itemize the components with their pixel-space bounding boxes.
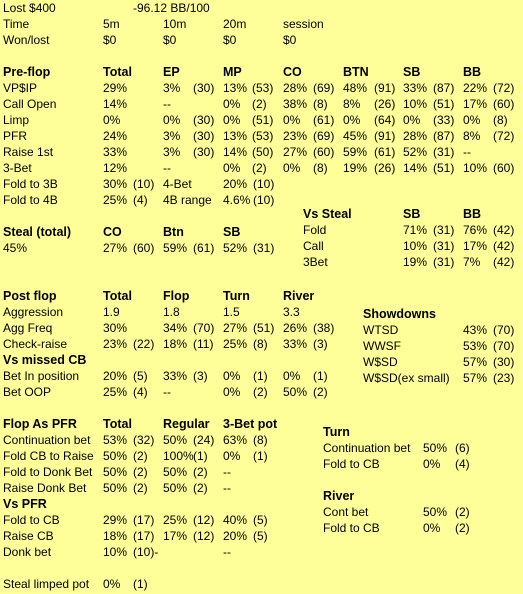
vs-pfr-cell: 10% (103, 545, 128, 559)
vs-pfr-cell: 40% (223, 513, 248, 527)
flop-pfr-cell: 50% (163, 465, 188, 479)
postflop-cell: 25% (223, 337, 248, 351)
postflop-count: (22) (133, 337, 155, 351)
preflop-cell: 45% (343, 129, 368, 143)
lost-amount: Lost $400 (3, 1, 56, 15)
preflop-cell: 30% (103, 177, 128, 191)
turn-row-label: Continuation bet (323, 441, 411, 455)
flop-pfr-count: (1) (253, 449, 268, 463)
steal-cell: 52% (223, 241, 248, 255)
postflop-col-header: Turn (223, 289, 250, 303)
preflop-cell: 27% (283, 145, 308, 159)
preflop-count: (72) (493, 81, 515, 95)
missed-cb-cell: 20% (103, 369, 128, 383)
preflop-row-label: VP$IP (3, 81, 38, 95)
preflop-count: (8) (313, 97, 328, 111)
river-title: River (323, 489, 355, 503)
won-lost-value: $0 (163, 33, 177, 47)
steal-limped-count: (1) (133, 577, 148, 591)
steal-count: (31) (253, 241, 275, 255)
preflop-col-header: CO (283, 65, 302, 79)
preflop-count: (26) (374, 97, 396, 111)
vs-pfr-cell: 20% (223, 529, 248, 543)
preflop-count: (61) (313, 113, 335, 127)
preflop-col-header: BB (463, 65, 482, 79)
steal-title: Steal (total) (3, 225, 72, 239)
preflop-cell: 3% (163, 129, 181, 143)
showdown-count: (30) (493, 355, 515, 369)
showdown-row-label: W$SD (363, 355, 398, 369)
preflop-count: (30) (193, 129, 215, 143)
river-count: (2) (455, 505, 470, 519)
preflop-cell: 28% (403, 129, 428, 143)
vs-pfr-title: Vs PFR (3, 497, 47, 511)
vs-pfr-row-label: Raise CB (3, 529, 54, 543)
flop-pfr-cell: 50% (103, 481, 128, 495)
preflop-count: (50) (252, 145, 274, 159)
preflop-cell: 14% (103, 97, 128, 111)
postflop-title: Post flop (3, 289, 57, 303)
vs-pfr-count: (12) (193, 513, 215, 527)
vs-pfr-cell: 25% (163, 513, 188, 527)
preflop-cell: 10% (403, 97, 428, 111)
won-lost-label: Won/lost (3, 33, 50, 47)
preflop-cell: 28% (283, 81, 308, 95)
preflop-cell: 38% (283, 97, 308, 111)
turn-cell: 0% (423, 457, 441, 471)
flop-pfr-cell: 100% (163, 449, 194, 463)
steal-count: (61) (193, 241, 215, 255)
preflop-count: (30) (193, 81, 215, 95)
vs-pfr-cell: -- (223, 545, 231, 559)
missed-cb-count: (2) (313, 385, 328, 399)
flop-pfr-count: (8) (253, 433, 268, 447)
preflop-cell: 33% (103, 145, 128, 159)
preflop-count: (60) (493, 97, 515, 111)
vs-steal-count: (31) (433, 255, 455, 269)
preflop-count: (60) (313, 145, 335, 159)
preflop-count: (64) (374, 113, 396, 127)
steal-cell: 27% (103, 241, 128, 255)
postflop-cell: 26% (283, 321, 308, 335)
flop-pfr-count: (32) (133, 433, 155, 447)
showdown-row-label: WWSF (363, 339, 401, 353)
vs-pfr-cell: 18% (103, 529, 128, 543)
preflop-cell: 0% (163, 113, 181, 127)
missed-cb-cell: 25% (103, 385, 128, 399)
preflop-count: (2) (252, 161, 267, 175)
preflop-count: (10) (253, 193, 275, 207)
missed-cb-count: (2) (253, 385, 268, 399)
flop-pfr-cell: 53% (103, 433, 128, 447)
preflop-cell: 0% (283, 161, 301, 175)
postflop-count: (51) (253, 321, 275, 335)
preflop-cell: 48% (343, 81, 368, 95)
postflop-count: (11) (193, 337, 214, 351)
preflop-count: (60) (493, 161, 515, 175)
flop-pfr-row-label: Continuation bet (3, 433, 91, 447)
vs-pfr-count: (10)- (133, 545, 159, 559)
river-count: (2) (455, 521, 470, 535)
preflop-cell: 3% (163, 81, 181, 95)
postflop-cell: 30% (103, 321, 128, 335)
preflop-count: (8) (493, 113, 508, 127)
missed-cb-cell: -- (163, 385, 171, 399)
postflop-count: (38) (313, 321, 335, 335)
preflop-count: (31) (433, 145, 455, 159)
preflop-cell: -- (163, 97, 171, 111)
preflop-count: (33) (433, 113, 455, 127)
preflop-cell: 0% (223, 113, 241, 127)
preflop-count: (2) (252, 97, 267, 111)
preflop-cell: 22% (463, 81, 488, 95)
preflop-cell: 20% (223, 177, 248, 191)
vs-steal-col-header: SB (403, 207, 421, 221)
preflop-col-header: BTN (343, 65, 369, 79)
showdown-cell: 57% (463, 371, 488, 385)
preflop-cell: 0% (223, 97, 241, 111)
preflop-count: (10) (253, 177, 275, 191)
vs-steal-cell: 10% (403, 239, 428, 253)
flop-pfr-col-header: 3-Bet pot (223, 417, 278, 431)
preflop-cell: 17% (463, 97, 488, 111)
vs-pfr-cell: 17% (163, 529, 188, 543)
postflop-cell: 1.5 (223, 305, 240, 319)
preflop-row-label: Limp (3, 113, 30, 127)
postflop-col-header: Total (103, 289, 132, 303)
postflop-cell: 27% (223, 321, 248, 335)
flop-pfr-cell: 50% (163, 481, 188, 495)
preflop-cell: 0% (403, 113, 421, 127)
flop-pfr-cell: 50% (103, 449, 128, 463)
preflop-cell: 24% (103, 129, 128, 143)
time-col-header: 10m (163, 17, 187, 31)
preflop-cell: 19% (343, 161, 368, 175)
preflop-count: (87) (433, 129, 455, 143)
missed-cb-count: (5) (133, 369, 148, 383)
postflop-row-label: Aggression (3, 305, 64, 319)
showdowns-title: Showdowns (363, 307, 436, 321)
steal-count: (60) (133, 241, 155, 255)
preflop-cell: 59% (343, 145, 368, 159)
turn-count: (4) (455, 457, 470, 471)
missed-cb-count: (4) (133, 385, 148, 399)
showdown-count: (23) (493, 371, 515, 385)
preflop-col-header: Total (103, 65, 132, 79)
postflop-count: (8) (253, 337, 268, 351)
showdown-cell: 57% (463, 355, 488, 369)
vs-steal-row-label: Call (303, 239, 324, 253)
preflop-count: (53) (252, 129, 274, 143)
preflop-count: (26) (374, 161, 396, 175)
flop-pfr-count: (2) (193, 481, 208, 495)
vs-steal-count: (42) (493, 223, 515, 237)
showdown-row-label: W$SD(ex small) (363, 371, 450, 385)
missed-cb-cell: 50% (283, 385, 308, 399)
preflop-col-header: MP (223, 65, 242, 79)
postflop-row-label: Agg Freq (3, 321, 53, 335)
flop-as-pfr-title: Flop As PFR (3, 417, 77, 431)
turn-cell: 50% (423, 441, 448, 455)
vs-steal-count: (42) (493, 239, 515, 253)
preflop-cell: 0% (343, 113, 361, 127)
postflop-cell: 33% (283, 337, 308, 351)
preflop-count: (91) (374, 81, 396, 95)
time-label: Time (3, 17, 30, 31)
postflop-count: (70) (193, 321, 215, 335)
flop-pfr-col-header: Regular (163, 417, 210, 431)
preflop-row-label: 3-Bet (3, 161, 32, 175)
missed-cb-row-label: Bet OOP (3, 385, 52, 399)
flop-pfr-cell: 50% (163, 433, 188, 447)
preflop-count: (91) (374, 129, 396, 143)
turn-title: Turn (323, 425, 350, 439)
postflop-cell: 3.3 (283, 305, 300, 319)
preflop-count: (53) (252, 81, 274, 95)
missed-cb-count: (1) (253, 369, 268, 383)
showdown-cell: 43% (463, 323, 488, 337)
time-col-header: 5m (103, 17, 120, 31)
preflop-cell: 13% (223, 129, 248, 143)
vs-steal-cell: 19% (403, 255, 428, 269)
steal-total: 45% (3, 241, 28, 255)
vs-steal-cell: 71% (403, 223, 428, 237)
preflop-cell: 8% (343, 97, 361, 111)
showdown-cell: 53% (463, 339, 488, 353)
preflop-cell: 14% (223, 145, 248, 159)
preflop-count: (69) (313, 129, 335, 143)
missed-cb-cell: 0% (223, 385, 241, 399)
preflop-count: (10) (133, 177, 155, 191)
preflop-row-label: PFR (3, 129, 27, 143)
showdown-count: (70) (493, 323, 515, 337)
vs-pfr-count: (17) (133, 529, 155, 543)
preflop-sub-label: 4B range (163, 193, 212, 207)
vs-steal-count: (31) (433, 239, 455, 253)
preflop-cell: 52% (403, 145, 428, 159)
vs-pfr-row-label: Donk bet (3, 545, 52, 559)
time-col-header: session (283, 17, 324, 31)
missed-cb-cell: 0% (223, 369, 241, 383)
vs-missed-cb-title: Vs missed CB (3, 353, 87, 367)
preflop-cell: 8% (463, 129, 481, 143)
preflop-row-label: Call Open (3, 97, 57, 111)
river-row-label: Cont bet (323, 505, 369, 519)
preflop-col-header: EP (163, 65, 180, 79)
flop-pfr-cell: -- (223, 465, 231, 479)
preflop-count: (87) (433, 81, 455, 95)
preflop-cell: 13% (223, 81, 248, 95)
vs-pfr-cell: 29% (103, 513, 128, 527)
river-cell: 0% (423, 521, 441, 535)
preflop-count: (51) (433, 97, 455, 111)
preflop-cell: 3% (163, 145, 181, 159)
vs-steal-row-label: 3Bet (303, 255, 328, 269)
preflop-cell: -- (463, 145, 471, 159)
preflop-cell: 4.6% (223, 193, 251, 207)
postflop-row-label: Check-raise (3, 337, 68, 351)
flop-pfr-count: (2) (133, 449, 148, 463)
preflop-title: Pre-flop (3, 65, 51, 79)
preflop-cell: 12% (103, 161, 128, 175)
missed-cb-count: (3) (193, 369, 208, 383)
preflop-count: (61) (374, 145, 396, 159)
bb-per-100: -96.12 BB/100 (133, 1, 210, 15)
steal-col-header: SB (223, 225, 241, 239)
vs-steal-count: (31) (433, 223, 455, 237)
vs-pfr-count: (17) (133, 513, 155, 527)
preflop-count: (30) (193, 113, 215, 127)
missed-cb-count: (1) (313, 369, 328, 383)
vs-steal-col-header: BB (463, 207, 482, 221)
turn-row-label: Fold to CB (323, 457, 380, 471)
postflop-cell: 1.9 (103, 305, 120, 319)
flop-pfr-count: (2) (193, 465, 208, 479)
preflop-cell: 29% (103, 81, 128, 95)
missed-cb-row-label: Bet In position (3, 369, 80, 383)
preflop-cell: 23% (283, 129, 308, 143)
preflop-count: (4) (133, 193, 148, 207)
preflop-row-label: Fold to 3B (3, 177, 58, 191)
flop-pfr-cell: 63% (223, 433, 248, 447)
vs-steal-count: (42) (493, 255, 515, 269)
won-lost-value: $0 (103, 33, 117, 47)
preflop-cell: 14% (403, 161, 428, 175)
vs-pfr-count: (12) (193, 529, 215, 543)
flop-pfr-count: (1) (193, 449, 208, 463)
flop-pfr-cell: 0% (223, 449, 241, 463)
postflop-col-header: River (283, 289, 315, 303)
flop-pfr-row-label: Fold CB to Raise (3, 449, 94, 463)
preflop-cell: -- (163, 161, 171, 175)
steal-col-header: Btn (163, 225, 184, 239)
preflop-count: (72) (493, 129, 515, 143)
river-cell: 50% (423, 505, 448, 519)
turn-count: (6) (455, 441, 470, 455)
preflop-cell: 25% (103, 193, 128, 207)
flop-pfr-count: (24) (193, 433, 215, 447)
steal-limped-cell: 0% (103, 577, 121, 591)
vs-steal-row-label: Fold (303, 223, 327, 237)
preflop-cell: 0% (223, 161, 241, 175)
preflop-count: (69) (313, 81, 335, 95)
preflop-cell: 0% (283, 113, 301, 127)
preflop-cell: 10% (463, 161, 488, 175)
vs-steal-cell: 7% (463, 255, 481, 269)
postflop-cell: 18% (163, 337, 188, 351)
flop-pfr-cell: 50% (103, 465, 128, 479)
preflop-count: (51) (252, 113, 274, 127)
vs-pfr-row-label: Fold to CB (3, 513, 60, 527)
postflop-col-header: Flop (163, 289, 190, 303)
postflop-cell: 34% (163, 321, 188, 335)
flop-pfr-cell: -- (223, 481, 231, 495)
flop-pfr-count: (2) (133, 465, 148, 479)
postflop-cell: 1.8 (163, 305, 180, 319)
preflop-sub-label: 4-Bet (163, 177, 192, 191)
missed-cb-cell: 33% (163, 369, 188, 383)
steal-col-header: CO (103, 225, 122, 239)
flop-pfr-count: (2) (133, 481, 148, 495)
preflop-cell: 33% (403, 81, 428, 95)
preflop-count: (8) (313, 161, 328, 175)
flop-pfr-col-header: Total (103, 417, 132, 431)
won-lost-value: $0 (283, 33, 297, 47)
preflop-row-label: Raise 1st (3, 145, 54, 159)
vs-pfr-count: (5) (253, 513, 268, 527)
postflop-count: (3) (313, 337, 328, 351)
vs-steal-cell: 76% (463, 223, 488, 237)
missed-cb-cell: 0% (283, 369, 301, 383)
preflop-col-header: SB (403, 65, 421, 79)
showdown-row-label: WTSD (363, 323, 399, 337)
flop-pfr-row-label: Fold to Donk Bet (3, 465, 93, 479)
vs-steal-cell: 17% (463, 239, 488, 253)
won-lost-value: $0 (223, 33, 237, 47)
vs-pfr-count: (5) (253, 529, 268, 543)
preflop-row-label: Fold to 4B (3, 193, 58, 207)
time-col-header: 20m (223, 17, 247, 31)
preflop-cell: 0% (103, 113, 121, 127)
preflop-count: (51) (433, 161, 455, 175)
preflop-cell: 0% (463, 113, 481, 127)
river-row-label: Fold to CB (323, 521, 380, 535)
vs-steal-title: Vs Steal (303, 207, 352, 221)
showdown-count: (70) (493, 339, 515, 353)
postflop-cell: 23% (103, 337, 128, 351)
preflop-count: (30) (193, 145, 215, 159)
steal-limped-label: Steal limped pot (3, 577, 90, 591)
flop-pfr-row-label: Raise Donk Bet (3, 481, 87, 495)
steal-cell: 59% (163, 241, 188, 255)
